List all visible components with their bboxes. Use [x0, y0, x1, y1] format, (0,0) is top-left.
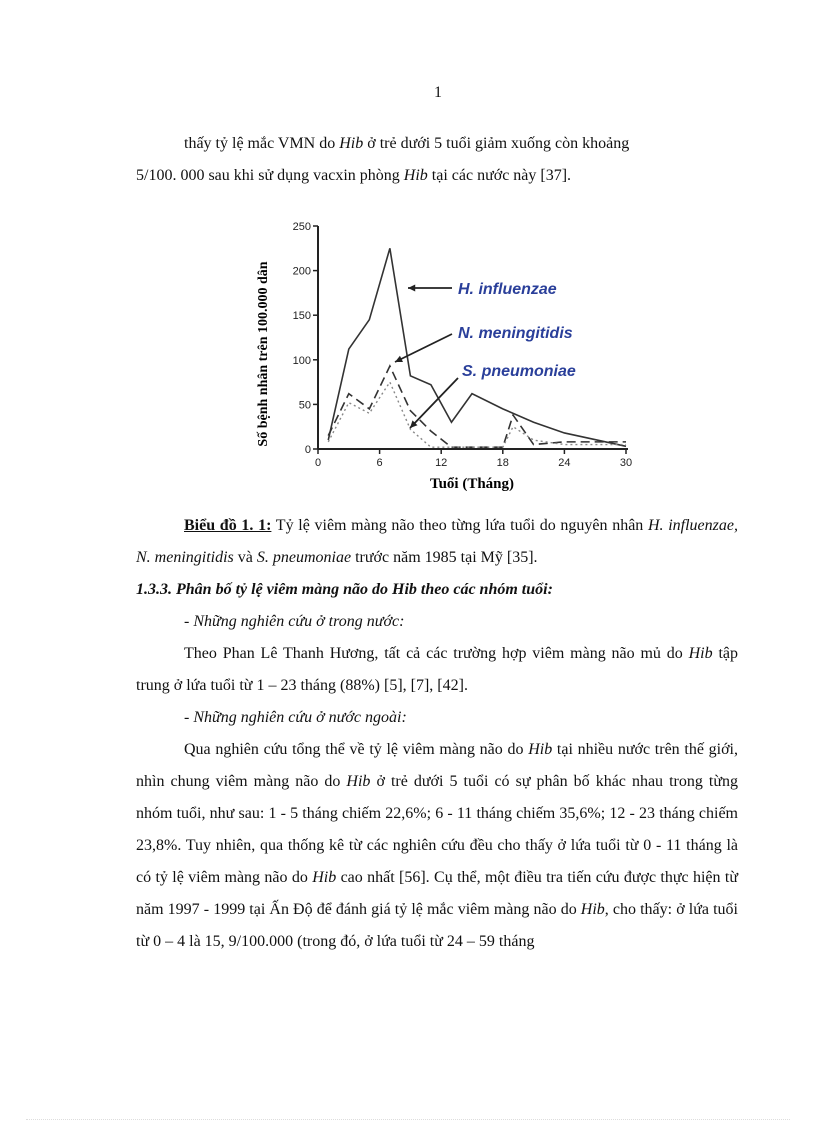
y-tick-label: 0	[304, 444, 311, 456]
series-line	[328, 248, 626, 446]
x-tick-label: 24	[558, 457, 571, 469]
x-tick-label: 6	[376, 457, 383, 469]
arrow-head	[408, 285, 415, 292]
y-axis-label: Số bệnh nhân trên 100.000 dân	[256, 261, 271, 447]
x-tick-label: 12	[435, 457, 448, 469]
paragraph-intro	[136, 128, 738, 192]
paragraph-foreign: Qua nghiên cứu tổng thể về tỷ lệ viêm màng não do Hib tại nhiều nước trên thế giới, nhìn chung viêm màng não do Hib ở trẻ dưới 5 tuổi có sự phân bố khác nhau trong từng nhóm tuổi, như sau: 1 - 5 tháng chiếm 22,6%; 6 - 11 tháng chiếm 35,6%; 12 - 23 tháng chiếm 23,8%. Tuy nhiên, qua thống kê từ các nghiên cứu đều cho thấy ở lứa tuổi từ 0 - 11 tháng là có tỷ lệ viêm màng não do Hib cao nhất [56]. Cụ thể, một điều tra tiến cứu được thực hiện từ năm 1997 - 1999 tại Ấn Độ để đánh giá tỷ lệ mắc viêm màng não do Hib, cho thấy: ở lứa tuổi từ 0 – 4 là 15, 9/100.000 (trong đó, ở lứa tuổi từ 24 – 59 tháng	[136, 741, 739, 950]
plot-area	[293, 221, 632, 469]
subheading-foreign: - Những nghiên cứu ở nước ngoài:	[184, 709, 407, 726]
series-label: S. pneumoniae	[462, 363, 576, 380]
caption-label: Biểu đồ 1. 1:	[184, 517, 272, 534]
x-tick-label: 18	[496, 457, 509, 469]
y-tick-label: 100	[292, 354, 311, 367]
y-tick-label: 250	[292, 221, 311, 233]
footer-divider	[26, 1119, 790, 1120]
paragraph-domestic: Theo Phan Lê Thanh Hương, tất cả các trường hợp viêm màng não mủ do Hib tập trung ở lứa tuổi từ 1 – 23 tháng (88%) [5], [7], [42].	[136, 645, 738, 694]
series-label: N. meningitidis	[458, 325, 573, 342]
paragraph-line: 5/100. 000 sau khi sử dụng vacxin phòng Hib tại các nước này [37].	[136, 167, 572, 184]
y-tick-label: 200	[292, 265, 311, 278]
paragraph-line: thấy tỷ lệ mắc VMN do Hib ở trẻ dưới 5 tuổi giảm xuống còn khoảng	[184, 135, 630, 152]
y-tick-label: 150	[292, 310, 311, 323]
x-tick-label: 0	[314, 457, 322, 469]
subheading-domestic: - Những nghiên cứu ở trong nước:	[184, 613, 405, 630]
series-line	[328, 382, 626, 447]
section-heading: 1.3.3. Phân bố tỷ lệ viêm màng não do Hib theo các nhóm tuổi:	[136, 581, 553, 598]
meningitis-age-chart	[240, 206, 660, 496]
figure-caption: Biểu đồ 1. 1: Tỷ lệ viêm màng não theo từng lứa tuổi do nguyên nhân H. influenzae, N. meningitidis và S. pneumoniae trước năm 1985 tại Mỹ [35].	[136, 517, 738, 566]
x-axis-label: Tuổi (Tháng)	[429, 476, 515, 492]
y-tick-label: 50	[298, 399, 311, 412]
page-number: 1	[434, 84, 442, 101]
series-label: H. influenzae	[458, 281, 557, 298]
x-tick-label: 30	[619, 457, 633, 469]
